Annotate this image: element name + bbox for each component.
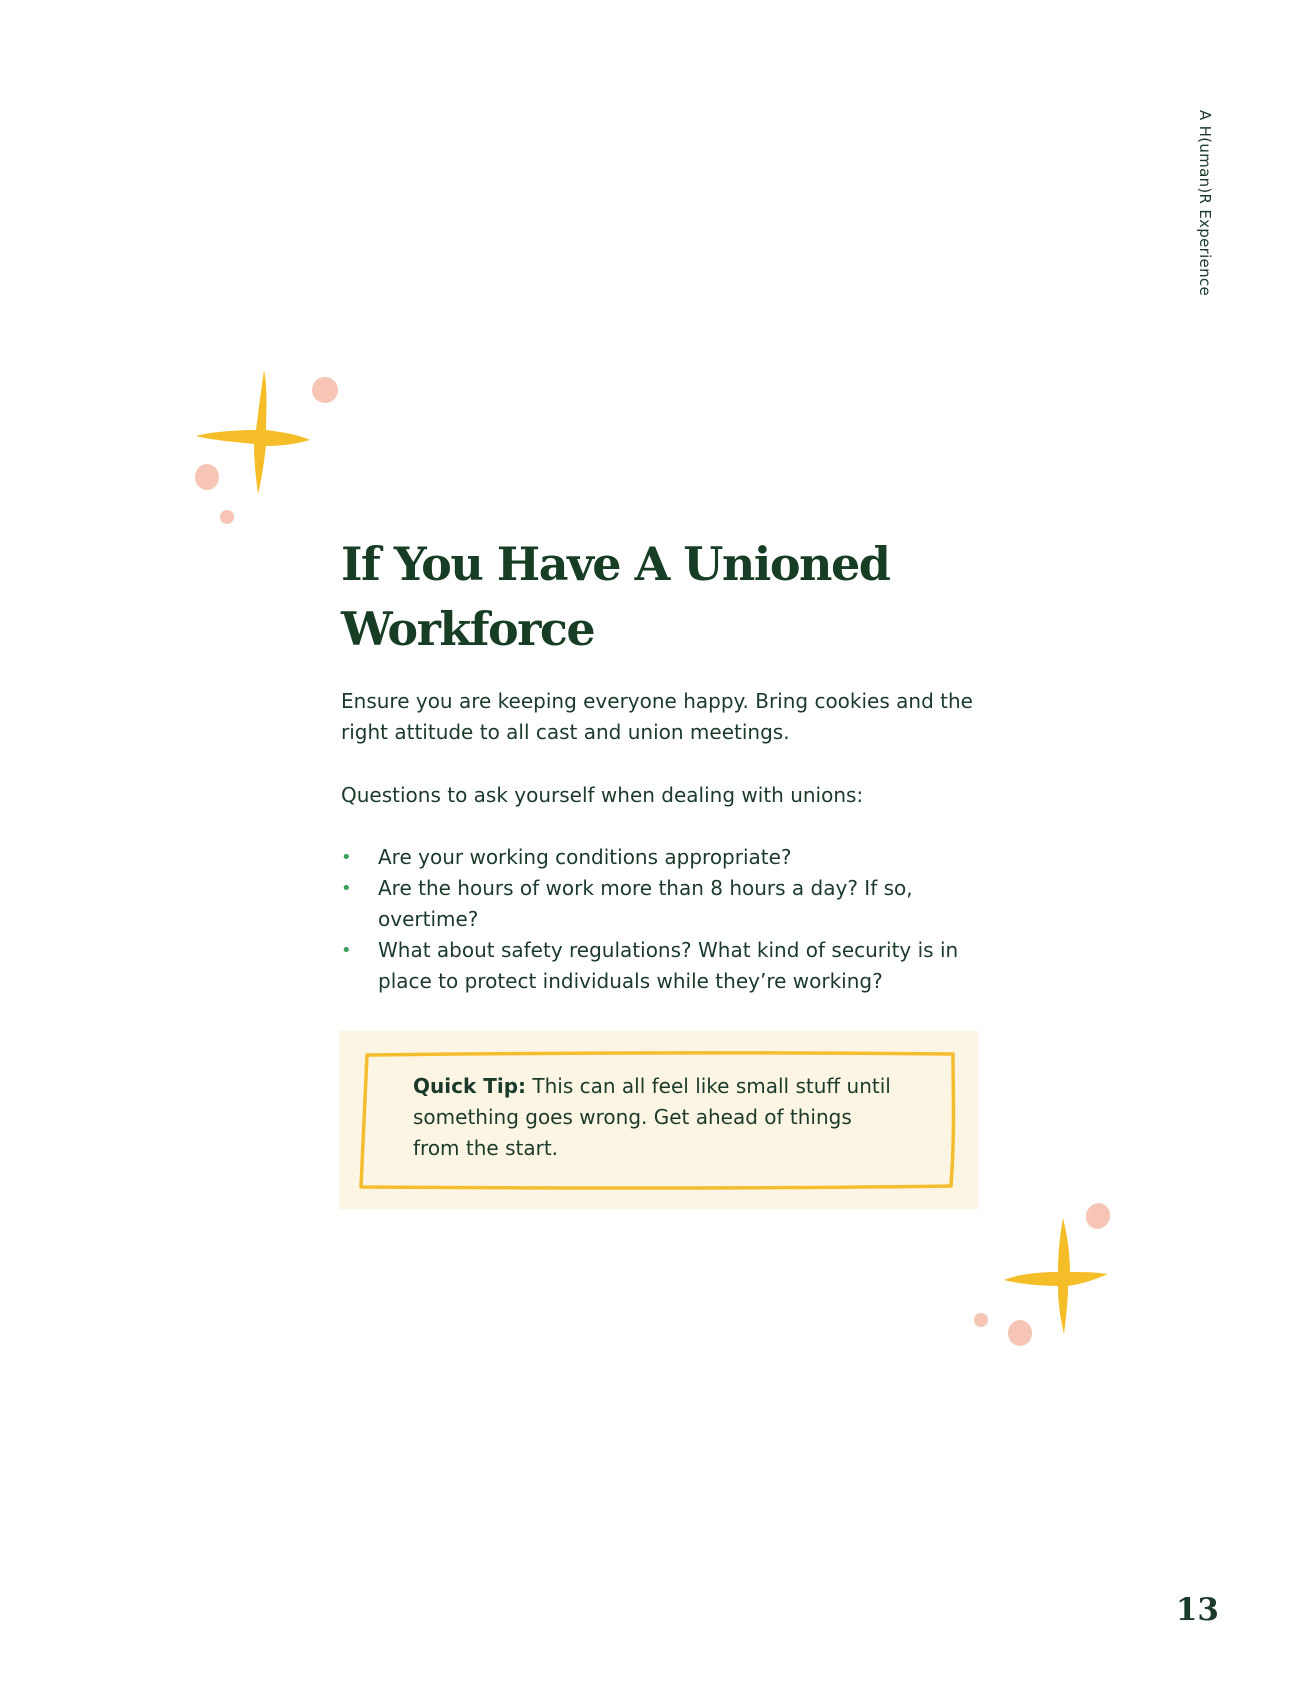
bullet-icon: • [341,847,352,868]
page-title: If You Have A Unioned Workforce [341,537,890,656]
quick-tip-body: This can all feel like small stuff until something goes wrong. Get ahead of things from the start. [413,1074,891,1160]
list-item-text: Are the hours of work more than 8 hours a day? If so, overtime? [378,876,913,931]
dot-icon [195,464,219,490]
question-list [341,842,961,997]
page-number: 13 [1175,1592,1219,1628]
list-item [341,873,961,935]
quick-tip-callout [339,1031,978,1209]
list-item-text: What about safety regulations? What kind of security is in place to protect individuals while they’re working? [378,938,959,993]
dot-icon [308,373,341,406]
dot-icon [1082,1200,1113,1232]
sparkle-top-left [190,368,350,528]
dot-icon [1008,1320,1032,1346]
list-item [341,842,961,873]
quick-tip-label: Quick Tip: [413,1074,527,1098]
dot-icon [974,1313,988,1327]
running-head: A H(uman)R Experience [1196,110,1214,296]
list-item-text: Are your working conditions appropriate? [378,845,792,869]
dot-icon [220,510,234,524]
intro-paragraph: Ensure you are keeping everyone happy. Bring cookies and the right attitude to all cast and union meetings. [341,689,973,744]
four-point-star-icon [1004,1218,1108,1334]
bullet-icon: • [341,878,352,899]
list-item [341,935,961,997]
quick-tip-text [413,1071,903,1164]
sparkle-bottom-right [968,1200,1118,1350]
questions-lead: Questions to ask yourself when dealing with unions: [341,783,864,807]
bullet-icon: • [341,940,352,961]
